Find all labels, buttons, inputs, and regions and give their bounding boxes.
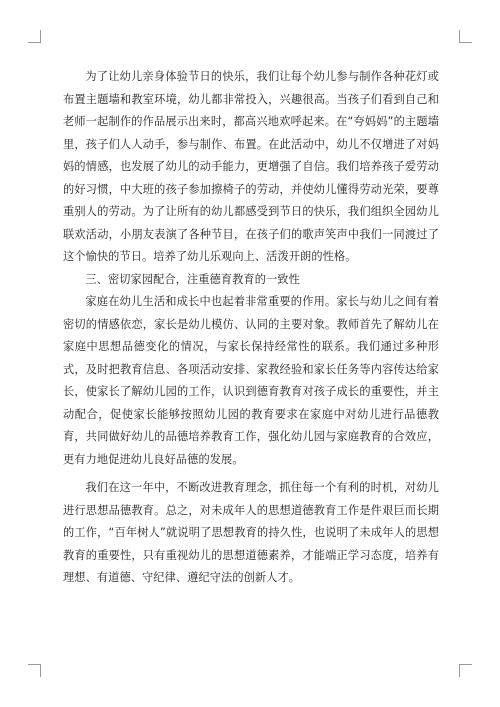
body-paragraph: 为了让幼儿亲身体验节日的快乐，我们让每个幼儿参与制作各种花灯或布置主题墙和教室环境，幼儿都非常投入，兴趣很高。当孩子们看到自己和老师一起制作的作品展示出来时，都高兴地欢呼起来。在“夸妈妈”的主题墙里，孩子们人人动手，参与制作、布置。在此活动中，幼儿不仅增进了对妈妈的情感，也发展了幼儿的动手能力，更增强了自信。我们培养孩子爱劳动的好习惯，中大班的孩子参加擦椅子的劳动，并使幼儿懂得劳动光荣，要尊重别人的劳动。为了让所有的幼儿都感受到节日的快乐，我们组织全园幼儿联欢活动，小朋友表演了各种节目，在孩子们的歌声笑声中我们一同渡过了这个愉快的节日。培养了幼儿乐观向上、活泼开朗的性格。 [63,70,439,263]
body-paragraph: 家庭在幼儿生活和成长中也起着非常重要的作用。家长与幼儿之间有着密切的情感依恋，家长是幼儿模仿、认同的主要对象。教师首先了解幼儿在家庭中思想品德变化的情况，与家长保持经常性的联系。我们通过多种形式，及时把教育信息、各项活动安排、家教经验和家长任务等内容传达给家长，使家长了解幼儿园的工作，认识到德育教育对孩子成长的重要性，并主动配合，促使家长能够按照幼儿园的教育要求在家庭中对幼儿进行品德教育，共同做好幼儿的品德培养教育工作，强化幼儿园与家庭教育的合效应，更有力地促进幼儿良好品德的发展。 [63,295,439,466]
crop-mark-bottom-left [28,664,41,677]
document-body [63,66,439,590]
crop-mark-top-right [459,30,472,43]
body-paragraph: 我们在这一年中，不断改进教育理念，抓住每一个有利的时机，对幼儿进行思想品德教育。总之，对未成年人的思想道德教育工作是件艰巨而长期的工作，“百年树人”就说明了思想教育的持久性，也说明了未成年人的思想教育的重要性，只有重视幼儿的思想道德素养，才能端正学习态度，培养有理想、有道德、守纪律、遵纪守法的创新人才。 [63,481,439,584]
crop-mark-bottom-right [459,664,472,677]
crop-mark-top-left [28,30,41,43]
section-heading: 三、密切家园配合，注重德育教育的一致性 [85,272,300,286]
